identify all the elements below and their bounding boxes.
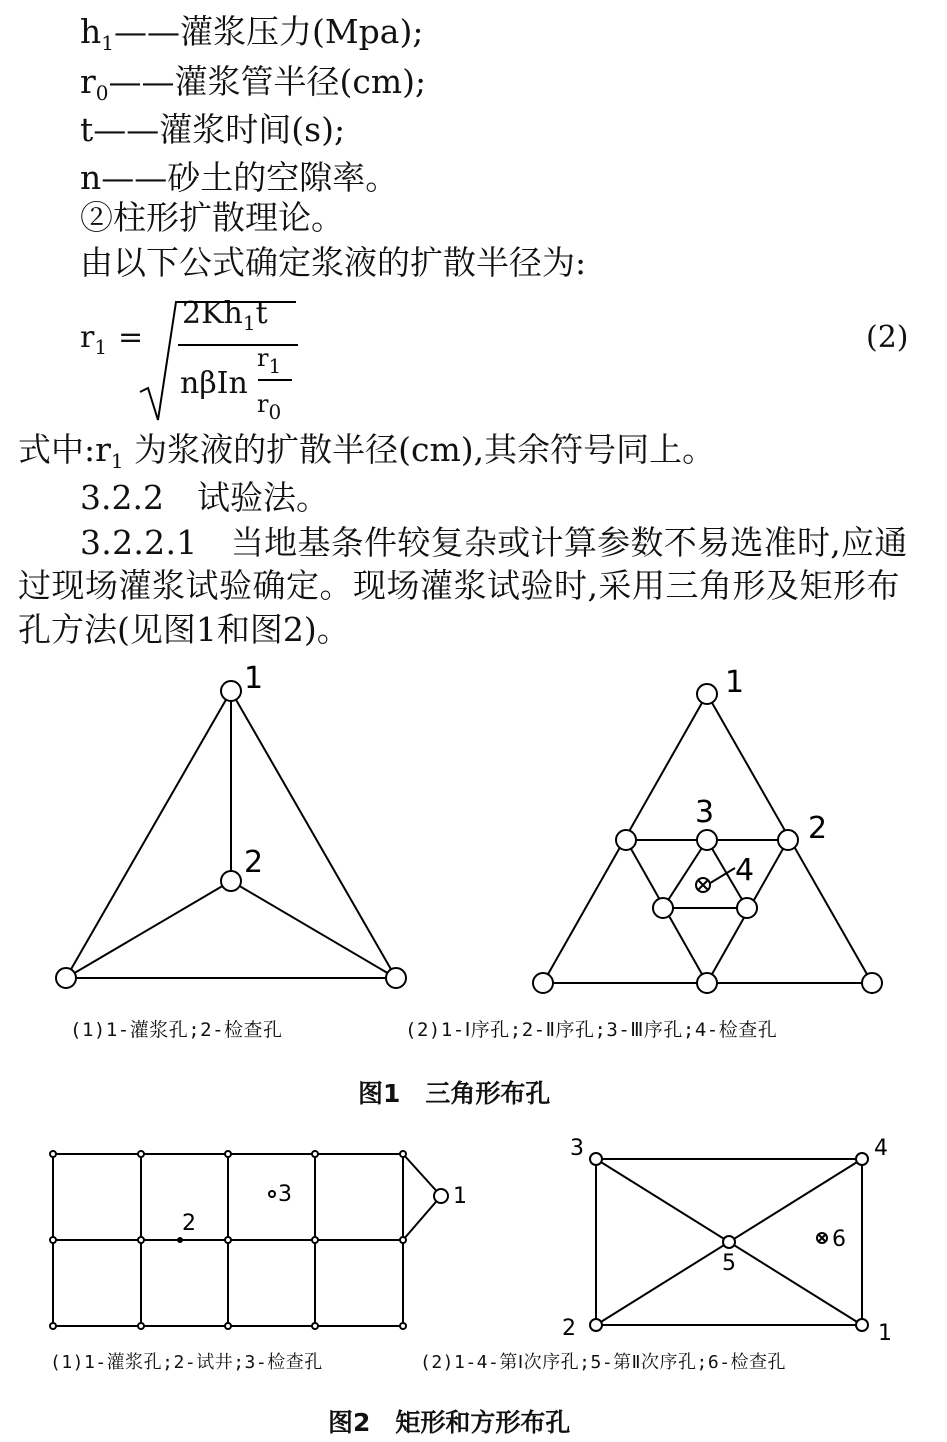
hole-marker: [862, 973, 882, 993]
fig2-right-diagram: [590, 1153, 868, 1331]
formula-denominator: nβIn: [180, 366, 248, 401]
formula-radical: [140, 302, 298, 420]
test-well-marker: [177, 1237, 183, 1243]
formula-inner-numerator: $r_1$: [257, 344, 282, 378]
hole-marker: [56, 968, 76, 988]
formula-number: (2): [866, 320, 909, 355]
hole-marker: [737, 898, 757, 918]
hole-marker: [697, 973, 717, 993]
fig2-left-diagram: [50, 1151, 448, 1329]
hole-marker: [386, 968, 406, 988]
paragraph-line-1: 3.2.2.1 当地基条件较复杂或计算参数不易选准时,应通: [80, 523, 908, 562]
paragraph-line-2: 过现场灌浆试验确定。现场灌浆试验时,采用三角形及矩形布: [18, 566, 900, 605]
fig2-caption-right: (2)1-4-第Ⅰ次序孔;5-第Ⅱ次序孔;6-检查孔: [420, 1352, 787, 1373]
section-test: 3.2.2 试验法。: [80, 478, 329, 517]
fig1-right-label: 4: [735, 853, 755, 888]
fig1-title: 图1 三角形布孔: [358, 1079, 551, 1108]
fig1-left-label: 1: [244, 661, 264, 696]
fig1-left-diagram: [56, 681, 406, 988]
fig2-title: 图2 矩形和方形布孔: [328, 1408, 571, 1437]
formula-note: 式中$:r_1$ 为浆液的扩散半径(cm),其余符号同上。: [18, 430, 716, 473]
fig2-right-label: 4: [874, 1136, 888, 1161]
def-h1: $h_1——$灌浆压力(Mpa);: [80, 12, 424, 55]
hole-marker: [590, 1153, 602, 1165]
formula-inner-denominator: $r_0$: [257, 390, 282, 424]
def-r0: $r_0——$灌浆管半径(cm);: [80, 62, 427, 105]
hole-marker: [723, 1236, 735, 1248]
hole-marker: [221, 681, 241, 701]
hole-marker: [221, 871, 241, 891]
fig2-left-label: 3: [278, 1182, 292, 1207]
formula-numerator: $2Kh_1t$: [182, 296, 268, 335]
fig1-left-label: 2: [244, 845, 264, 880]
hole-marker: [697, 830, 717, 850]
formula-eq: =: [118, 320, 144, 355]
fig2-caption-left: (1)1-灌浆孔;2-试井;3-检查孔: [50, 1352, 323, 1373]
fig1-caption-left: (1)1-灌浆孔;2-检查孔: [70, 1019, 283, 1041]
fig1-right-label: 1: [725, 665, 745, 700]
hole-marker: [590, 1319, 602, 1331]
fig2-right-label: 1: [878, 1321, 892, 1346]
fig1-caption-right: (2)1-Ⅰ序孔;2-Ⅱ序孔;3-Ⅲ序孔;4-检查孔: [405, 1019, 778, 1041]
fig2-right-label: 5: [722, 1251, 736, 1276]
hole-marker: [653, 898, 673, 918]
section-theory: ②柱形扩散理论。: [80, 198, 344, 237]
hole-marker: [778, 830, 798, 850]
fig1-right-label: 2: [808, 811, 828, 846]
fig1-right-label: 3: [695, 795, 715, 830]
hole-marker: [434, 1189, 448, 1203]
def-t: t——灌浆时间(s);: [80, 110, 346, 149]
hole-marker: [616, 830, 636, 850]
formula-lhs: $r_1$: [80, 320, 108, 359]
formula-intro: 由以下公式确定浆液的扩散半径为:: [80, 243, 587, 282]
hole-marker: [856, 1319, 868, 1331]
fig1-right-diagram: [533, 684, 882, 993]
hole-marker: [856, 1153, 868, 1165]
hole-marker: [533, 973, 553, 993]
fig2-left-label: 1: [453, 1184, 467, 1209]
fig2-left-label: 2: [182, 1211, 196, 1236]
fig2-right-label: 6: [832, 1227, 846, 1252]
paragraph-line-3: 孔方法(见图1和图2)。: [18, 610, 350, 649]
fig2-right-label: 3: [570, 1136, 584, 1161]
hole-marker: [697, 684, 717, 704]
fig2-right-label: 2: [562, 1316, 576, 1341]
def-n: n——砂土的空隙率。: [80, 158, 399, 197]
check-hole-marker: [269, 1191, 275, 1197]
